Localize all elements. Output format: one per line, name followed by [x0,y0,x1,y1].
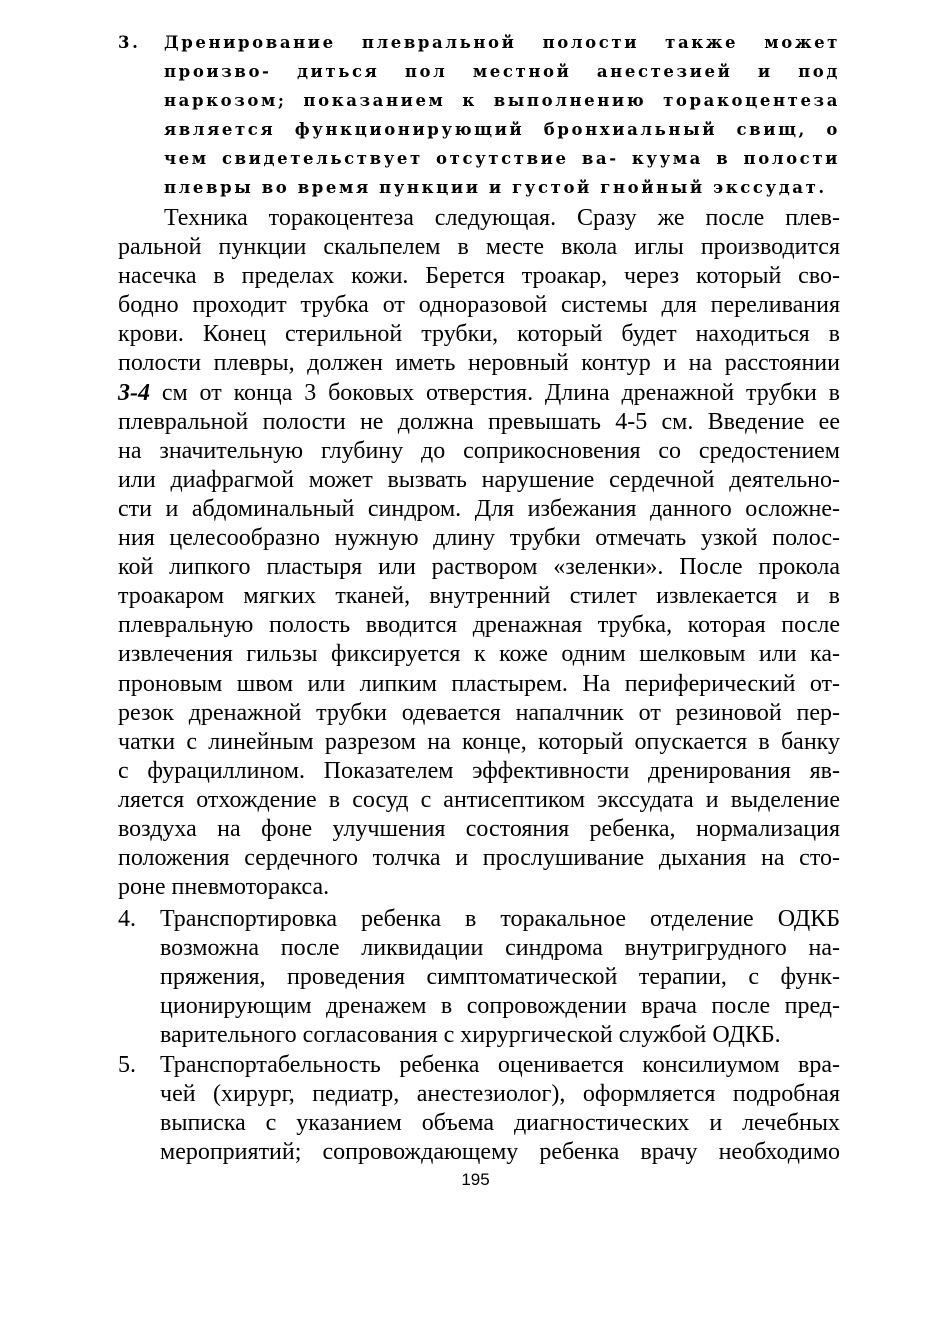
text-line: ционирующим дренажем в сопровождении врача после пред- [160,993,840,1020]
text-line: крови. Конец стерильной трубки, который будет находиться в [118,321,840,348]
body-paragraph [118,204,840,902]
page-number: 195 [461,1170,490,1189]
text-line: варительного согласования с хирургической службой ОДКБ. [160,1022,781,1049]
list-item-text [160,1051,840,1167]
text-line: или диафрагмой может вызвать нарушение сердечной деятельно- [118,466,840,493]
text-line: троакаром мягких тканей, внутренний стилет извлекается и в [118,583,840,610]
text-line: куума в полости плевры во время пункции и густой гнойный [164,149,840,197]
text-line: бронхиальный свищ, о чем свидетельствует отсутствие ва- [164,120,840,168]
text-line: диться пол местной анестезией и под наркозом; показанием к [164,62,840,110]
text-line: бодно проходит трубка от одноразовой системы для переливания [118,292,840,319]
text-line: на значительную глубину до соприкосновения со средостением [118,437,840,464]
text-line: Техника торакоцентеза следующая. Сразу же после плев- [164,205,840,231]
text-line: возможна после ликвидации синдрома внутригрудного на- [160,935,840,962]
text-line: сти и абдоминальный синдром. Для избежания данного осложне- [118,495,840,522]
text-line: воздуха на фоне улучшения состояния ребенка, нормализация [118,815,840,842]
text-line: экссудат. [713,178,827,197]
text-line: ния целесообразно нужную длину трубки отмечать узкой полос- [118,525,840,552]
text-line: чей (хирург, педиатр, анестезиолог), оформляется подробная [160,1081,840,1108]
text-line: ляется отхождение в сосуд с антисептиком экссудата и выделение [118,786,840,813]
text-line: ральной пункции скальпелем в месте вкола иглы производится [118,234,840,261]
list-item-text [160,905,840,1050]
text-line: проновым швом или липким пластырем. На периферический от- [118,670,840,697]
text-line: полости плевры, должен иметь неровный контур и на расстоянии [118,350,840,377]
text-line: резок дренажной трубки одевается напалчник от резиновой пер- [118,699,840,726]
text-line: чатки с линейным разрезом на конце, который опускается в банку [118,728,840,755]
list-item-number: 5. [118,1052,136,1078]
text-line: роне пневмоторакса. [118,874,330,901]
text-line: плевральной полости не должна превышать 4-5 см. Введение ее [118,408,840,435]
text-line: Дренирование плевральной полости также может произво- [164,33,840,81]
text-line: положения сердечного толчка и прослушивание дыхания на сто- [118,845,840,872]
text-line: выписка с указанием объема диагностических и лечебных [160,1110,840,1137]
text-line: мероприятий; сопровождающему ребенка врачу необходимо [160,1139,840,1166]
text-line: плевральную полость вводится дренажная трубка, которая после [118,612,840,639]
text-line: пряжения, проведения симптоматической терапии, с функ- [160,964,840,991]
text-line: кой липкого пластыря или раствором «зеленки». После прокола [118,554,840,581]
text-line-with-emphasis [118,379,840,408]
text-line: Транспортабельность ребенка оценивается консилиумом вра- [160,1052,840,1078]
text-line: с фурациллином. Показателем эффективности дренирования яв- [118,757,840,784]
text-line: извлечения гильзы фиксируется к коже одним шелковым или ка- [118,641,840,668]
list-item-4 [118,905,840,1050]
text-line: насечка в пределах кожи. Берется троакар, через который сво- [118,263,840,290]
emphasis-text: 3-4 [118,379,150,406]
list-item-5 [118,1051,840,1167]
list-item-text [164,28,840,202]
list-item-number: 3. [118,33,141,52]
list-item-3 [118,28,840,202]
text-line: см от конца 3 боковых отверстия. Длина дренажной трубки в [161,379,841,406]
list-item-number: 4. [118,906,136,932]
text-line: выполнению торакоцентеза является функционирующий [164,91,840,139]
text-line: Транспортировка ребенка в торакальное отделение ОДКБ [160,906,840,932]
